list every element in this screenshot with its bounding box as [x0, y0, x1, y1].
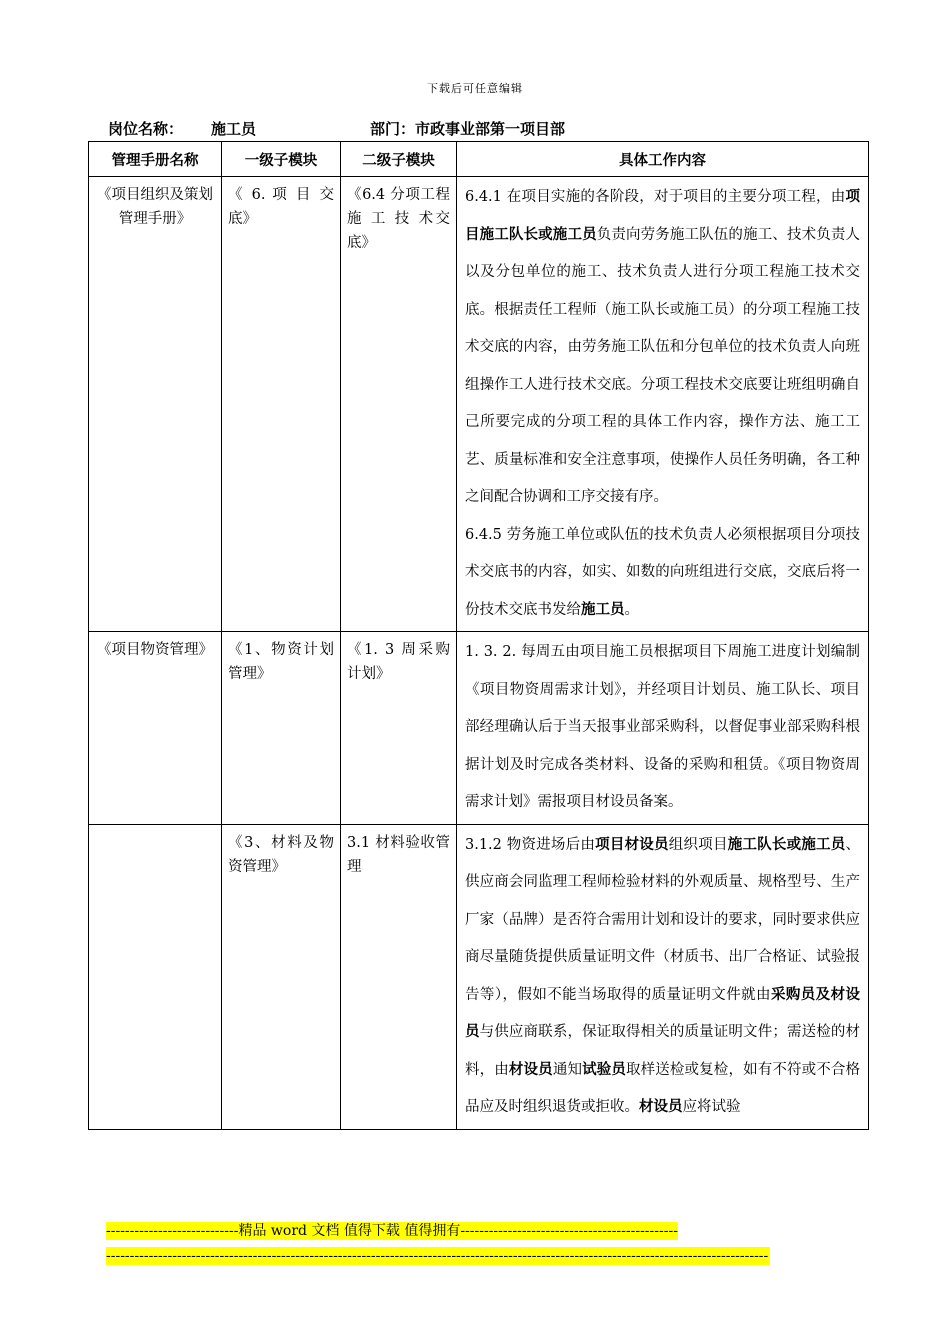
content-cell: 1. 3. 2. 每周五由项目施工员根据项目下周施工进度计划编制《项目物资周需求计划》，并经项目计划员、施工队长、项目部经理确认后于当天报事业部采购科，以督促事业部采购科根据计划及时完成各类材料、设备的采购和租赁。《项目物资周需求计划》需报项目材设员备案。 — [457, 632, 869, 825]
table-row — [89, 824, 869, 1129]
table-row — [89, 177, 869, 632]
content-cell: 3.1.2 物资进场后由项目材设员组织项目施工队长或施工员、供应商会同监理工程师检验材料的外观质量、规格型号、生产厂家（品牌）是否符合需用计划和设计的要求，同时要求供应商尽量随货提供质量证明文件（材质书、出厂合格证、试验报告等），假如不能当场取得的质量证明文件就由采购员及材设员与供应商联系，保证取得相关的质量证明文件；需送检的材料，由材设员通知试验员取样送检或复检，如有不符或不合格品应及时组织退货或拒收。材设员应将试验 — [457, 824, 869, 1129]
table-header-row — [89, 142, 869, 177]
footer-banner: ----------------------------精品 word 文档 值得下载 值得拥有---------------------------------------------- — [106, 1223, 678, 1239]
manual-cell: 《项目物资管理》 — [89, 632, 222, 825]
level1-cell: 《1、物资计划管理》 — [222, 632, 341, 825]
role-highlight: 材设员 — [639, 1099, 683, 1115]
role-highlight: 施工队长或施工员 — [727, 836, 846, 853]
department: 部门：市政事业部第一项目部 — [370, 120, 566, 138]
content-cell — [457, 177, 869, 632]
role-highlight: 试验员 — [582, 1061, 626, 1078]
header-content: 具体工作内容 — [457, 142, 869, 177]
level2-cell: 《6.4 分项工程 施 工 技 术交底》 — [341, 177, 457, 632]
position-label: 岗位名称： — [108, 120, 184, 138]
manual-cell — [89, 824, 222, 1129]
level1-cell: 《 6. 项 目 交底》 — [222, 177, 341, 632]
duty-table — [88, 141, 869, 1130]
content-paragraph: 6.4.1 在项目实施的各阶段，对于项目的主要分项工程，由项目施工队长或施工员负责向劳务施工队伍的施工、技术负责人以及分包单位的施工、技术负责人进行分项工程施工技术交底。根据责任工程师（施工队长或施工员）的分项工程施工技术交底的内容，由劳务施工队伍和分包单位的技术负责人向班组操作工人进行技术交底。分项工程技术交底要让班组明确自己所要完成的分项工程的具体工作内容，操作方法、施工工艺、质量标准和安全注意事项，使操作人员任务明确，各工种之间配合协调和工序交接有序。 — [465, 189, 861, 505]
footer-dashes: -------------------------------------------------------------------------------------------------------------------------------------------- — [106, 1248, 769, 1264]
role-highlight: 采购员及材设员 — [465, 986, 861, 1040]
level1-cell: 《3、材料及物资管理》 — [222, 824, 341, 1129]
role-highlight: 施工员 — [581, 601, 625, 618]
role-highlight: 项目施工队长或施工员 — [465, 189, 860, 243]
header-level1: 一级子模块 — [222, 142, 341, 177]
top-note: 下载后可任意编辑 — [427, 82, 523, 95]
role-highlight: 材设员 — [508, 1061, 553, 1078]
header-level2: 二级子模块 — [341, 142, 457, 177]
content-paragraph: 6.4.5 劳务施工单位或队伍的技术负责人必须根据项目分项技术交底书的内容，如实、如数的向班组进行交底，交底后将一份技术交底书发给施工员。 — [465, 526, 860, 618]
level2-cell: 《1. 3 周采购计划》 — [341, 632, 457, 825]
table-row — [89, 632, 869, 825]
position-value: 施工员 — [211, 120, 257, 138]
document-header — [108, 118, 566, 139]
role-highlight: 项目材设员 — [595, 836, 669, 853]
manual-cell: 《项目组织及策划管理手册》 — [89, 177, 222, 632]
header-manual: 管理手册名称 — [89, 142, 222, 177]
level2-cell: 3.1 材料验收管理 — [341, 824, 457, 1129]
